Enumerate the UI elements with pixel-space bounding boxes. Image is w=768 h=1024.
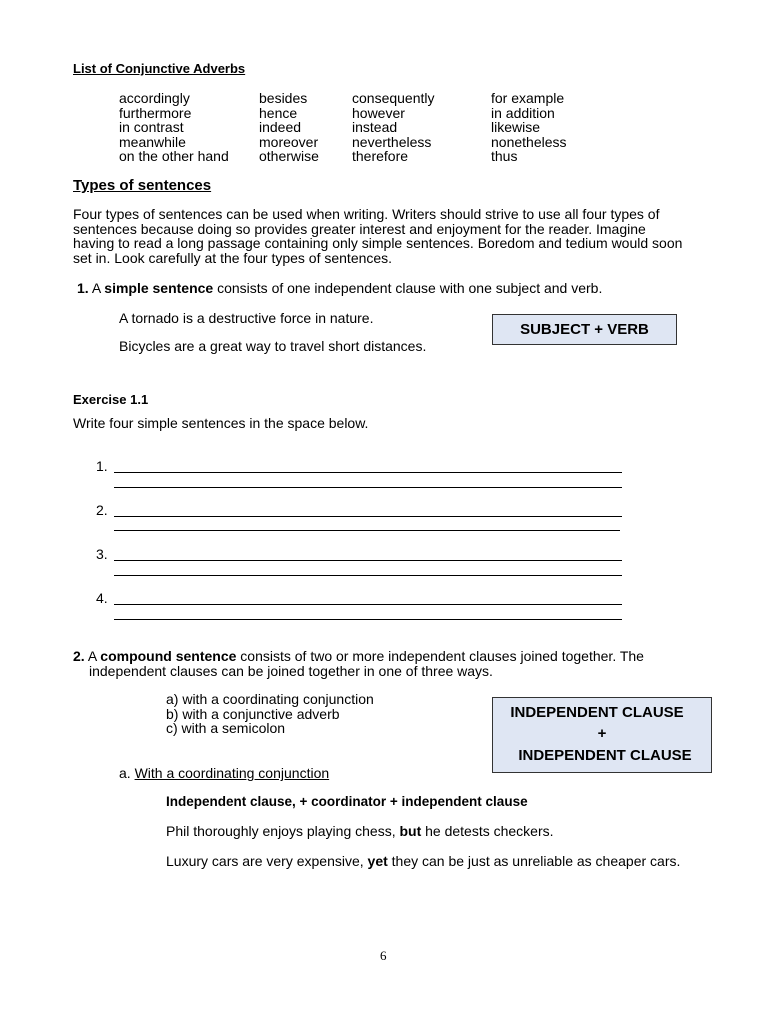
exercise-number: 4. [96, 590, 108, 606]
example-sentence: Luxury cars are very expensive, yet they can be just as unreliable as cheaper cars. [166, 853, 681, 869]
list-item: c) with a semicolon [166, 720, 286, 737]
adverb-item: in addition [491, 104, 555, 121]
adverb-item: however [352, 104, 405, 121]
adverb-item: moreover [259, 133, 319, 150]
box-plus: + [597, 725, 607, 742]
exercise-instruction: Write four simple sentences in the space below. [73, 415, 369, 431]
term: simple sentence [104, 280, 214, 296]
intro-line: having to read a long passage containing only simple sentences. Boredom and tedium would soon [73, 235, 683, 252]
adverb-item: otherwise [259, 148, 319, 165]
compound-definition-line2: independent clauses can be joined together in one of three ways. [89, 663, 493, 679]
answer-line[interactable] [114, 604, 622, 605]
types-heading: Types of sentences [73, 177, 212, 194]
intro-line: sentences because doing so provides greater interest and enjoyment for the reader. Imagine [73, 220, 646, 237]
adverb-item: nevertheless [352, 133, 432, 150]
adverb-item: on the other hand [119, 148, 229, 165]
item-number: 1. [77, 280, 89, 296]
exercise-number: 1. [96, 458, 108, 474]
subject-verb-box: SUBJECT + VERB [492, 314, 677, 345]
adverb-item: nonetheless [491, 133, 567, 150]
compound-sentence-definition: 2. A compound sentence consists of two or more independent clauses joined together. The [73, 648, 644, 664]
page-number: 6 [380, 948, 387, 963]
example-sentence: Bicycles are a great way to travel short distances. [119, 338, 427, 354]
adverb-item: furthermore [119, 104, 192, 121]
example-sentence: A tornado is a destructive force in nature. [119, 310, 374, 326]
intro-line: set in. Look carefully at the four types of sentences. [73, 249, 393, 266]
adverbs-heading: List of Conjunctive Adverbs [73, 61, 246, 76]
answer-line[interactable] [114, 619, 622, 620]
adverb-item: in contrast [119, 119, 184, 136]
adverb-item: hence [259, 104, 298, 121]
types-intro [73, 207, 682, 265]
exercise-title: Exercise 1.1 [73, 392, 149, 407]
independent-clause-box [492, 697, 712, 773]
adverb-item: consequently [352, 90, 435, 106]
simple-sentence-definition: 1. A simple sentence consists of one independent clause with one subject and verb. [77, 280, 603, 296]
answer-line[interactable] [114, 472, 622, 473]
answer-line[interactable] [114, 487, 622, 488]
adverb-item: indeed [259, 119, 302, 136]
adverb-item: accordingly [119, 90, 190, 106]
adverb-item: for example [491, 90, 565, 106]
item-number: 2. [73, 648, 85, 664]
subsection-a [119, 765, 329, 781]
exercise-number: 3. [96, 546, 108, 562]
answer-line[interactable] [114, 516, 622, 517]
adverb-item: meanwhile [119, 133, 186, 150]
example-sentence: Phil thoroughly enjoys playing chess, but he detests checkers. [166, 823, 554, 839]
formula: Independent clause, + coordinator + independent clause [166, 794, 528, 809]
box-line: INDEPENDENT CLAUSE [510, 704, 684, 721]
adverb-item: therefore [352, 148, 409, 165]
box-line: INDEPENDENT CLAUSE [518, 747, 692, 764]
answer-line[interactable] [114, 575, 622, 576]
sub-heading: With a coordinating conjunction [134, 765, 330, 781]
term: compound sentence [100, 648, 237, 664]
adverb-column [491, 91, 567, 164]
intro-line: Four types of sentences can be used when writing. Writers should strive to use all four types of [73, 206, 660, 222]
exercise-number: 2. [96, 502, 108, 518]
adverb-item: instead [352, 119, 398, 136]
adverb-column [259, 91, 319, 164]
joining-ways-list [166, 692, 374, 736]
answer-line[interactable] [114, 530, 620, 531]
adverb-item: besides [259, 90, 308, 106]
list-item: b) with a conjunctive adverb [166, 705, 340, 722]
adverb-column [352, 91, 435, 164]
list-item: a) with a coordinating conjunction [166, 691, 374, 707]
sub-label: a. [119, 765, 131, 781]
adverb-item: likewise [491, 119, 541, 136]
adverb-column [119, 91, 229, 164]
adverb-item: thus [491, 148, 518, 165]
answer-line[interactable] [114, 560, 622, 561]
